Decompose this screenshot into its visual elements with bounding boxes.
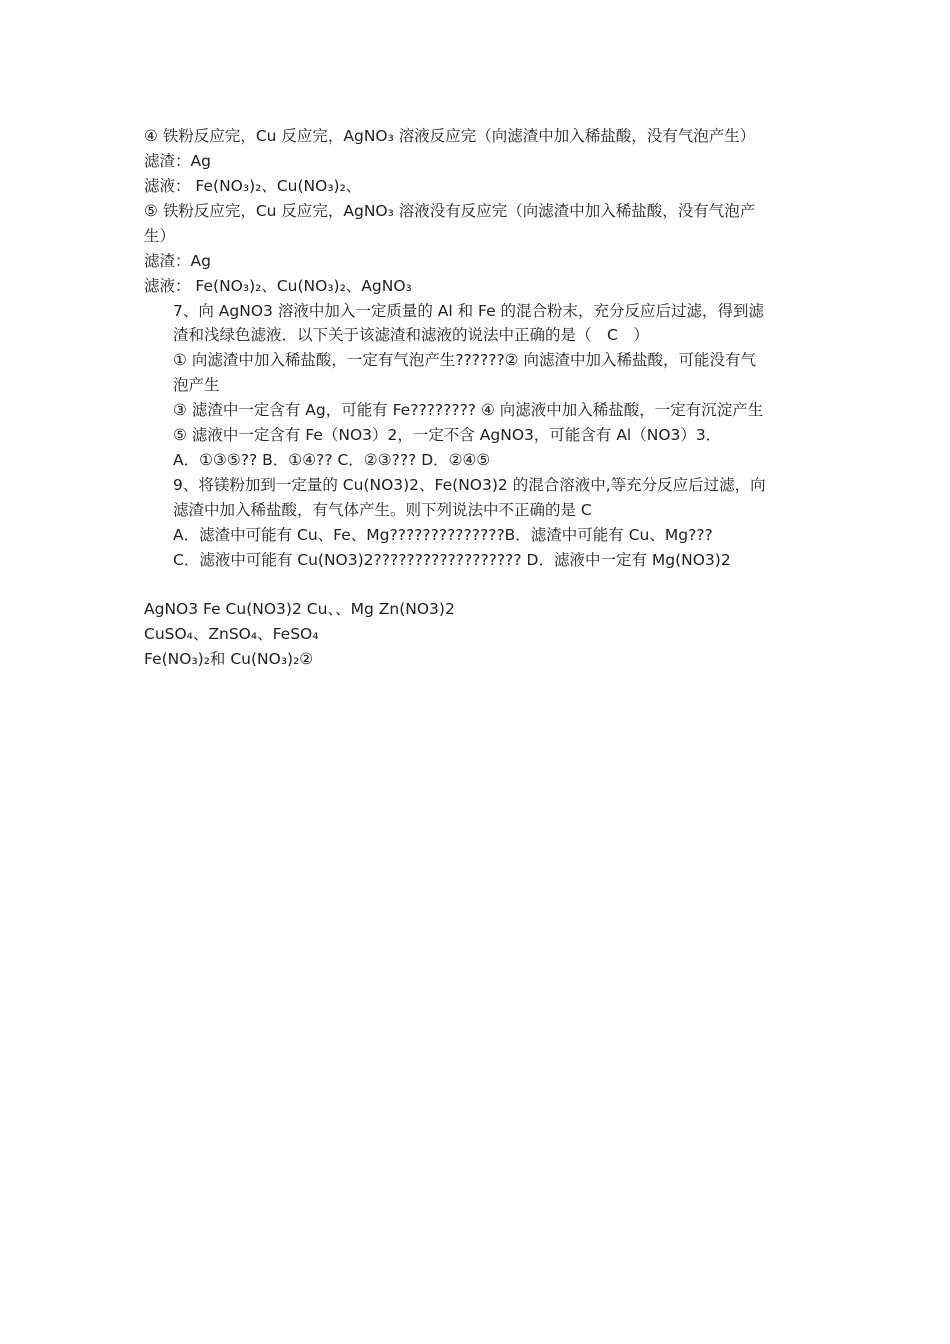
question9-stem-line2: 滤渣中加入稀盐酸，有气体产生。则下列说法中不正确的是 C xyxy=(173,501,592,519)
section5-heading-line2: 生） xyxy=(144,227,176,245)
section4-filtrate: 滤液： Fe(NO₃)₂、Cu(NO₃)₂、 xyxy=(144,177,362,195)
section4-heading: ④ 铁粉反应完，Cu 反应完，AgNO₃ 溶液反应完（向滤渣中加入稀盐酸，没有气泡产生） xyxy=(144,127,756,145)
section4-residue: 滤渣：Ag xyxy=(144,152,211,170)
section5-heading-line1: ⑤ 铁粉反应完，Cu 反应完，AgNO₃ 溶液没有反应完（向滤渣中加入稀盐酸，没有气泡产 xyxy=(144,202,756,220)
section5-filtrate: 滤液： Fe(NO₃)₂、Cu(NO₃)₂、AgNO₃ xyxy=(144,277,412,295)
question7-stem-line1: 7、向 AgNO3 溶液中加入一定质量的 Al 和 Fe 的混合粉末，充分反应后过滤，得到滤 xyxy=(173,302,765,320)
question7-stem-line2: 渣和浅绿色滤液．以下关于该滤渣和滤液的说法中正确的是（ C ） xyxy=(173,326,649,344)
question7-statement-line2: 泡产生 xyxy=(173,376,220,394)
notes-line2: CuSO₄、ZnSO₄、FeSO₄ xyxy=(144,625,319,643)
question9-stem-line1: 9、将镁粉加到一定量的 Cu(NO3)2、Fe(NO3)2 的混合溶液中,等充分反应后过滤，向 xyxy=(173,476,766,494)
notes-line1: AgNO3 Fe Cu(NO3)2 Cu、、Mg Zn(NO3)2 xyxy=(144,600,455,618)
question7-statement-line1: ① 向滤渣中加入稀盐酸，一定有气泡产生??????② 向滤渣中加入稀盐酸，可能没有气 xyxy=(173,351,757,369)
question7-statement-line4: ⑤ 滤液中一定含有 Fe（NO3）2，一定不含 AgNO3，可能含有 Al（NO3）3． xyxy=(173,426,722,444)
notes-line3: Fe(NO₃)₂和 Cu(NO₃)₂② xyxy=(144,650,314,668)
question9-options-line2: C．滤液中可能有 Cu(NO3)2?????????????????? D．滤液中一定有 Mg(NO3)2 xyxy=(173,551,731,569)
question9-options-line1: A．滤渣中可能有 Cu、Fe、Mg??????????????B．滤渣中可能有 Cu、Mg??? xyxy=(173,526,713,544)
section5-residue: 滤渣：Ag xyxy=(144,252,211,270)
question7-statement-line3: ③ 滤渣中一定含有 Ag，可能有 Fe???????? ④ 向滤液中加入稀盐酸，一定有沉淀产生 xyxy=(173,401,764,419)
question7-options: A．①③⑤?? B．①④?? C．②③??? D．②④⑤ xyxy=(173,451,491,469)
